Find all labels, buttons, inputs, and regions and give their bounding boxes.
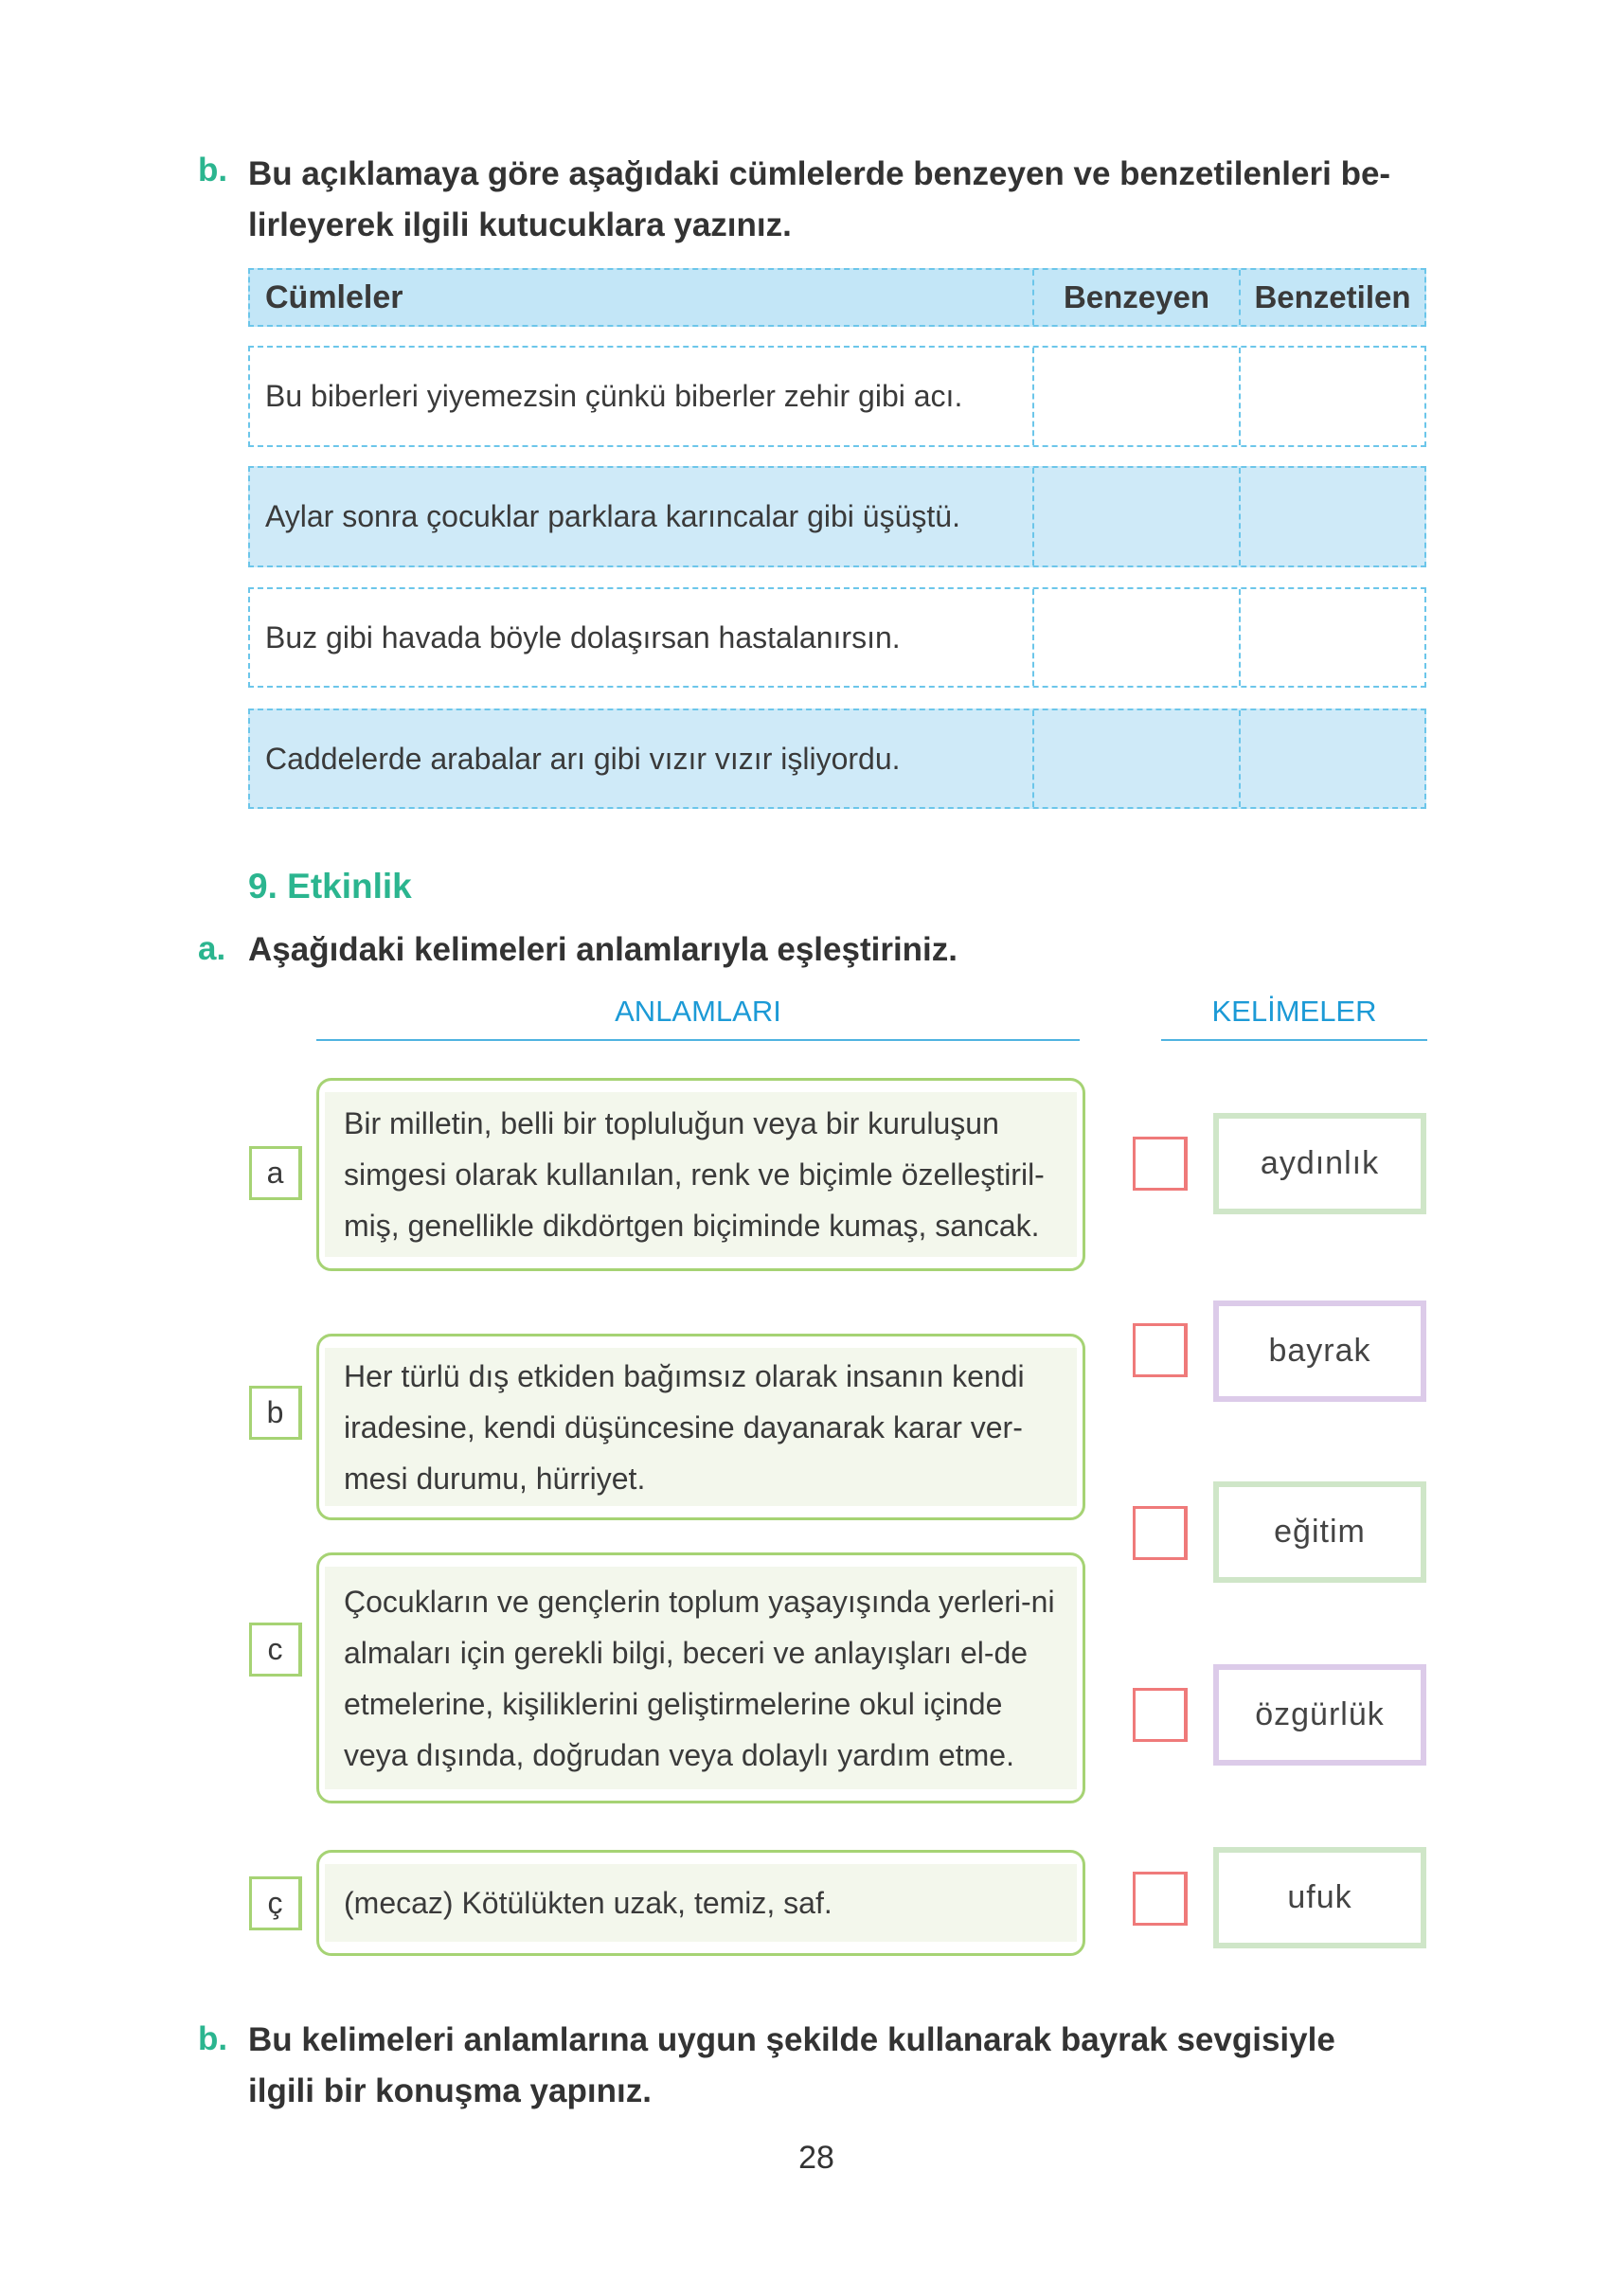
answer-box[interactable] <box>1133 1872 1188 1926</box>
answer-box[interactable] <box>1133 1137 1188 1191</box>
benzetilen-input[interactable] <box>1241 589 1424 686</box>
column-title-words: KELİMELER <box>1211 995 1377 1028</box>
table-row <box>248 466 1426 567</box>
page-number: 28 <box>798 2140 834 2176</box>
meaning-label-b: b <box>249 1386 302 1440</box>
meaning-text: Çocukların ve gençlerin toplum yaşayışında yerleri-ni almaları için gerekli bilgi, beceri ve anlayışları el-de etmelerine, kişiliklerini geliştirmelerine okul içinde veya dışında, doğrudan veya dolaylı yardım etme. <box>325 1567 1077 1789</box>
sentence-cell: Aylar sonra çocuklar parklara karıncalar gibi üşüştü. <box>250 468 1034 565</box>
benzetilen-input[interactable] <box>1241 710 1424 807</box>
answer-box[interactable] <box>1133 1323 1188 1377</box>
benzeyen-input[interactable] <box>1034 589 1241 686</box>
answer-box[interactable] <box>1133 1506 1188 1560</box>
benzetilen-input[interactable] <box>1241 468 1424 565</box>
meaning-text: Her türlü dış etkiden bağımsız olarak insanın kendi iradesine, kendi düşüncesine dayanarak karar ver-mesi durumu, hürriyet. <box>325 1348 1077 1506</box>
word-card: bayrak <box>1213 1300 1426 1402</box>
question-text-line2: lirleyerek ilgili kutucuklara yazınız. <box>248 206 792 243</box>
meaning-label-a: a <box>249 1146 302 1200</box>
word-card: aydınlık <box>1213 1113 1426 1214</box>
sentence-cell: Bu biberleri yiyemezsin çünkü biberler zehir gibi acı. <box>250 348 1034 445</box>
word-card: özgürlük <box>1213 1664 1426 1766</box>
meaning-text: (mecaz) Kötülükten uzak, temiz, saf. <box>325 1864 1077 1942</box>
meaning-label-c: c <box>249 1623 302 1677</box>
benzeyen-input[interactable] <box>1034 468 1241 565</box>
benzeyen-input[interactable] <box>1034 710 1241 807</box>
column-title-meanings: ANLAMLARI <box>615 995 781 1028</box>
word-card: ufuk <box>1213 1847 1426 1948</box>
meaning-box-a <box>316 1078 1085 1271</box>
header-benzetilen: Benzetilen <box>1254 279 1411 314</box>
meaning-box-c <box>316 1552 1085 1803</box>
table-row <box>248 709 1426 809</box>
header-cumleler: Cümleler <box>250 270 1034 325</box>
table-row <box>248 346 1426 447</box>
question-text-b2-line2: ilgili bir konuşma yapınız. <box>248 2072 652 2109</box>
answer-box[interactable] <box>1133 1688 1188 1742</box>
activity-title: 9. Etkinlik <box>248 867 412 906</box>
benzeyen-input[interactable] <box>1034 348 1241 445</box>
table-header <box>248 268 1426 327</box>
meaning-box-c-cedilla <box>316 1850 1085 1956</box>
divider <box>1161 1039 1427 1041</box>
question-text-a: Aşağıdaki kelimeleri anlamlarıyla eşleştiriniz. <box>248 931 958 968</box>
meaning-label-c-cedilla: ç <box>249 1876 302 1930</box>
question-text-line1: Bu açıklamaya göre aşağıdaki cümlelerde benzeyen ve benzetilenleri be- <box>248 155 1391 192</box>
header-benzeyen: Benzeyen <box>1034 270 1241 325</box>
sentence-cell: Caddelerde arabalar arı gibi vızır vızır işliyordu. <box>250 710 1034 807</box>
meaning-text: Bir milletin, belli bir topluluğun veya bir kuruluşun simgesi olarak kullanılan, renk ve biçimle özelleştiril-miş, genellikle dikdörtgen biçiminde kumaş, sancak. <box>325 1092 1077 1257</box>
sentence-cell: Buz gibi havada böyle dolaşırsan hastalanırsın. <box>250 589 1034 686</box>
question-text-b2-line1: Bu kelimeleri anlamlarına uygun şekilde kullanarak bayrak sevgisiyle <box>248 2021 1335 2058</box>
benzetilen-input[interactable] <box>1241 348 1424 445</box>
question-letter-b2: b. <box>198 2020 228 2057</box>
word-card: eğitim <box>1213 1481 1426 1583</box>
table-row <box>248 587 1426 688</box>
divider <box>316 1039 1080 1041</box>
meaning-box-b <box>316 1334 1085 1520</box>
question-letter-a: a. <box>198 930 226 967</box>
question-letter-b: b. <box>198 152 228 188</box>
